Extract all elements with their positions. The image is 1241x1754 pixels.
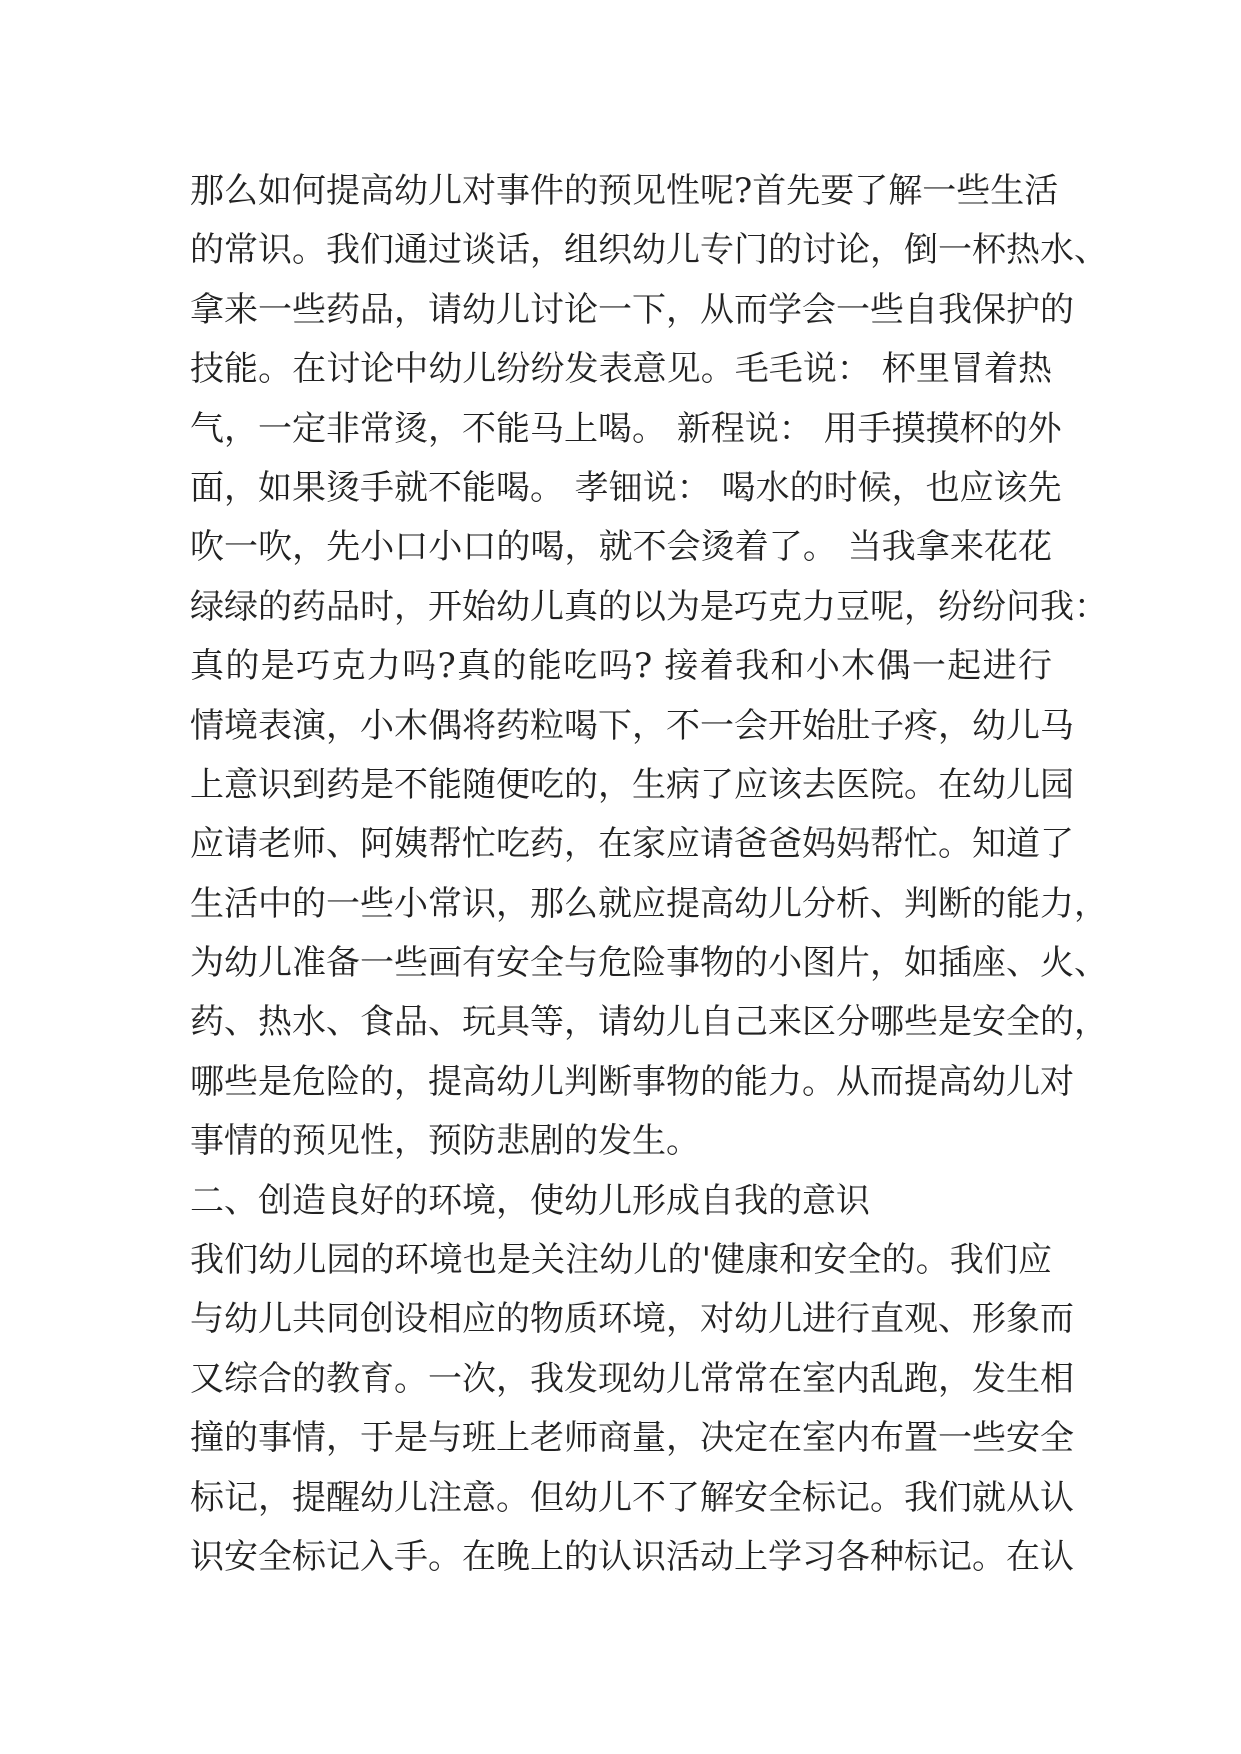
text-line: 面，如果烫手就不能喝。 孝钿说： 喝水的时候，也应该先 xyxy=(190,467,1062,508)
text-line: 药、热水、食品、玩具等，请幼儿自己来区分哪些是安全的， xyxy=(190,1002,1108,1043)
text-line: 绿绿的药品时，开始幼儿真的以为是巧克力豆呢，纷纷问我： xyxy=(190,586,1108,627)
text-line: 吹一吹，先小口小口的喝，就不会烫着了。 当我拿来花花 xyxy=(190,527,1052,568)
text-line: 为幼儿准备一些画有安全与危险事物的小图片，如插座、火、 xyxy=(190,943,1108,984)
text-line: 识安全标记入手。在晚上的认识活动上学习各种标记。在认 xyxy=(190,1536,1074,1577)
text-line: 真的是巧克力吗?真的能吃吗? 接着我和小木偶一起进行 xyxy=(190,646,1052,687)
section-heading: 二、创造良好的环境，使幼儿形成自我的意识 xyxy=(190,1180,870,1221)
text-line: 拿来一些药品，请幼儿讨论一下，从而学会一些自我保护的 xyxy=(190,289,1074,330)
text-line: 与幼儿共同创设相应的物质环境，对幼儿进行直观、形象而 xyxy=(190,1299,1074,1340)
text-line: 生活中的一些小常识，那么就应提高幼儿分析、判断的能力， xyxy=(190,883,1108,924)
text-line: 应请老师、阿姨帮忙吃药，在家应请爸爸妈妈帮忙。知道了 xyxy=(190,824,1074,865)
text-line: 上意识到药是不能随便吃的，生病了应该去医院。在幼儿园 xyxy=(190,764,1074,805)
text-line: 我们幼儿园的环境也是关注幼儿的'健康和安全的。我们应 xyxy=(190,1240,1052,1281)
text-line: 技能。在讨论中幼儿纷纷发表意见。毛毛说： 杯里冒着热 xyxy=(190,349,1052,390)
text-line: 标记，提醒幼儿注意。但幼儿不了解安全标记。我们就从认 xyxy=(190,1477,1074,1518)
text-line: 又综合的教育。一次，我发现幼儿常常在室内乱跑，发生相 xyxy=(190,1358,1074,1399)
body-text xyxy=(190,162,1108,1587)
text-line: 情境表演，小木偶将药粒喝下，不一会开始肚子疼，幼儿马 xyxy=(190,705,1074,746)
text-line: 气，一定非常烫，不能马上喝。 新程说： 用手摸摸杯的外 xyxy=(190,408,1062,449)
text-line: 哪些是危险的，提高幼儿判断事物的能力。从而提高幼儿对 xyxy=(190,1061,1074,1102)
paragraph-end-line: 事情的预见性，预防悲剧的发生。 xyxy=(190,1121,700,1162)
text-line: 的常识。我们通过谈话，组织幼儿专门的讨论，倒一杯热水、 xyxy=(190,230,1108,271)
text-line: 撞的事情，于是与班上老师商量，决定在室内布置一些安全 xyxy=(190,1418,1074,1459)
text-line: 那么如何提高幼儿对事件的预见性呢?首先要了解一些生活 xyxy=(190,171,1059,211)
